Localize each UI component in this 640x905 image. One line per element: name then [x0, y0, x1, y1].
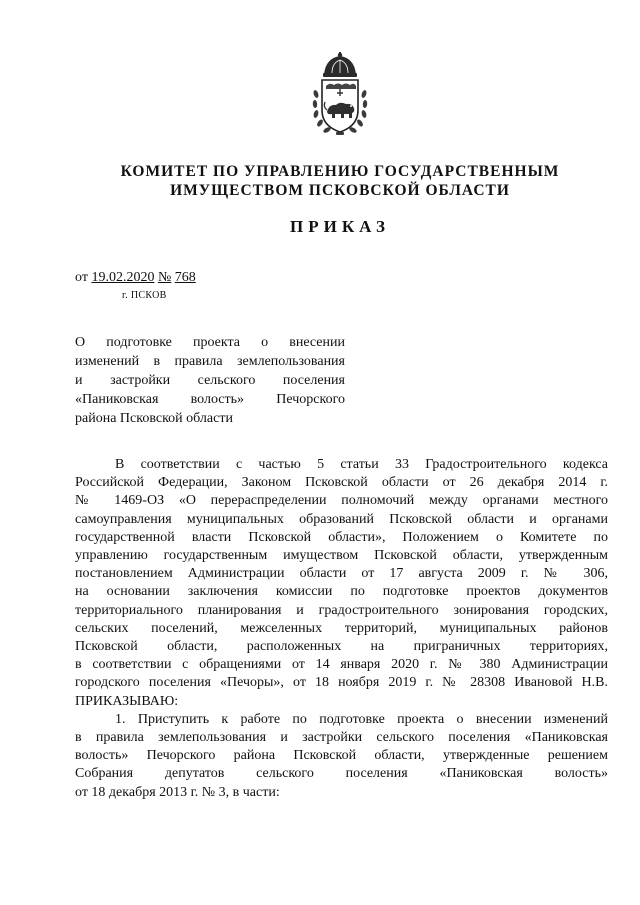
order-directive: ПРИКАЗЫВАЮ: — [75, 693, 179, 709]
body-line: городского поселения «Печоры», от 18 ноября 2019 г. № 28308 Ивановой Н.В. — [75, 675, 608, 691]
order-number: 768 — [174, 270, 196, 285]
body-line: постановлением Администрации области от 17 августа 2009 г. № 306, — [75, 566, 608, 582]
body-line: от 18 декабря 2013 г. № 3, в части: — [75, 784, 280, 800]
body-line: территориального планирования и градостроительного зонирования городских, — [75, 602, 608, 618]
body-line: № 1469-ОЗ «О перераспределении полномочий между органами местного — [75, 493, 608, 509]
pskov-coat-of-arms-icon — [310, 52, 370, 138]
organization-name-line2: ИМУЩЕСТВОМ ПСКОВСКОЙ ОБЛАСТИ — [170, 182, 510, 199]
body-line: 1. Приступить к работе по подготовке проекта о внесении изменений — [115, 711, 608, 727]
order-number-sign: № — [157, 270, 172, 285]
order-subject — [75, 333, 345, 428]
body-line: Российской Федерации, Законом Псковской области от 26 декабря 2014 г. — [75, 475, 608, 491]
subject-line: «Паниковская волость» Печорского — [75, 392, 345, 407]
order-date-line — [75, 270, 196, 286]
order-city: г. ПСКОВ — [122, 290, 167, 301]
body-line: сельских поселений, межселенных территорий, муниципальных районов — [75, 620, 608, 636]
body-line: волость» Печорского района Псковской области, утвержденные решением — [75, 748, 608, 764]
body-line: в соответствии с обращениями от 14 января 2020 г. № 380 Администрации — [75, 657, 608, 673]
date-prefix: от — [75, 270, 88, 285]
organization-name-line1: КОМИТЕТ ПО УПРАВЛЕНИЮ ГОСУДАРСТВЕННЫМ — [120, 163, 560, 180]
subject-line: района Псковской области — [75, 411, 233, 426]
subject-line: О подготовке проекта о внесении — [75, 335, 345, 350]
subject-line: изменений в правила землепользования — [75, 354, 345, 369]
body-line: на основании заключения комиссии по подготовке проектов документов — [75, 584, 608, 600]
body-line: управлению государственным имуществом Псковской области, утвержденным — [75, 548, 608, 564]
body-line: самоуправления муниципальных образований Псковской области и органами — [75, 511, 608, 527]
body-line: В соответствии с частью 5 статьи 33 Градостроительного кодекса — [115, 457, 608, 472]
body-line: Псковской области, расположенных на приграничных территориях, — [75, 639, 608, 655]
body-line: Собрания депутатов сельского поселения «Паниковская волость» — [75, 766, 608, 782]
order-body — [75, 456, 608, 802]
document-type-title: ПРИКАЗ — [290, 217, 390, 236]
subject-line: и застройки сельского поселения — [75, 373, 345, 388]
body-line: государственной власти Псковской области», Положением о Комитете по — [75, 529, 608, 545]
order-date: 19.02.2020 — [91, 270, 155, 285]
body-line: в правила землепользования и застройки сельского поселения «Паниковская — [75, 730, 608, 746]
